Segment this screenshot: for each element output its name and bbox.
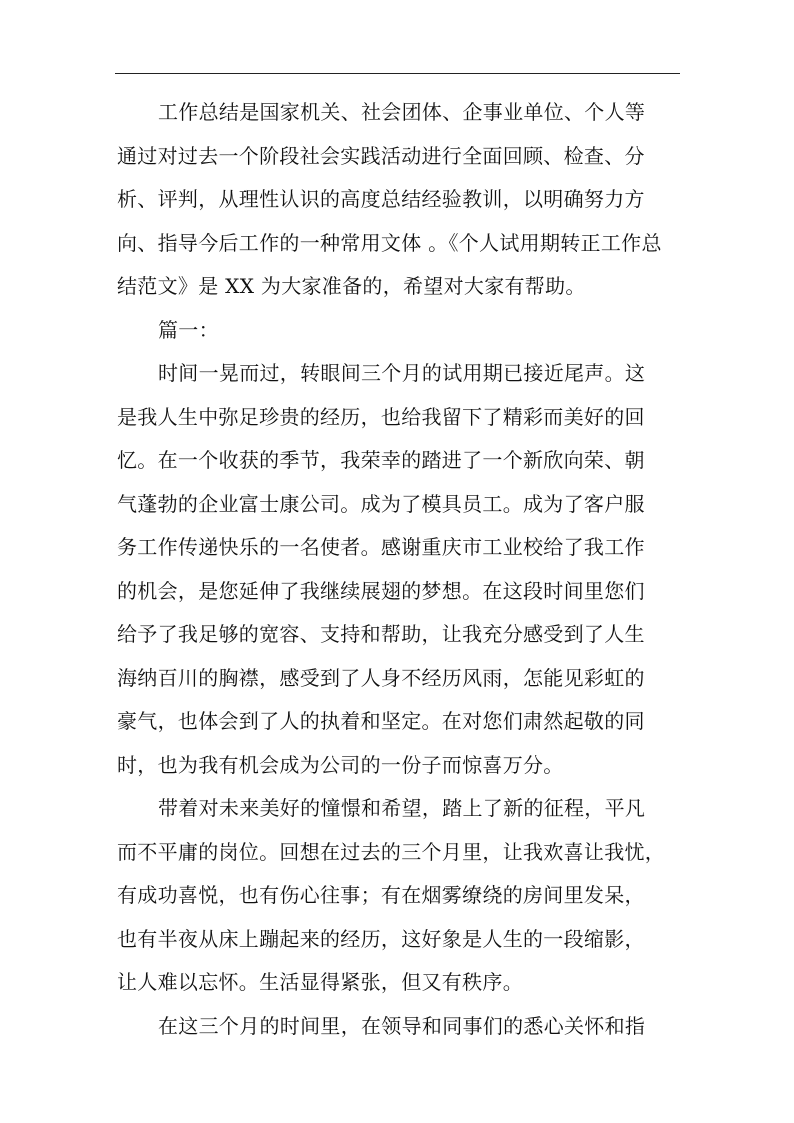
paragraph-1-line-8: 海纳百川的胸襟，感受到了人身不经历风雨，怎能见彩虹的: [117, 665, 645, 690]
paragraph-1-line-7: 给予了我足够的宽容、支持和帮助，让我充分感受到了人生: [117, 622, 645, 646]
paragraph-intro-line-3: 析、评判，从理性认识的高度总结经验教训，以明确努力方: [117, 187, 645, 211]
paragraph-1-line-5: 务工作传递快乐的一名使者。感谢重庆市工业校给了我工作: [117, 535, 645, 559]
paragraph-intro-line-2: 通过对过去一个阶段社会实践活动进行全面回顾、检查、分: [117, 143, 645, 168]
paragraph-1-line-4: 气蓬勃的企业富士康公司。成为了模具员工。成为了客户服: [117, 491, 645, 516]
paragraph-intro-line-5: 结范文》是 XX 为大家准备的，希望对大家有帮助。: [117, 274, 586, 298]
paragraph-2-line-5: 让人难以忘怀。生活显得紧张，但又有秩序。: [117, 970, 523, 994]
paragraph-2-line-3: 有成功喜悦，也有伤心往事；有在烟雾缭绕的房间里发呆，: [117, 883, 645, 907]
paragraph-2-line-4: 也有半夜从床上蹦起来的经历，这好象是人生的一段缩影，: [117, 926, 645, 951]
paragraph-intro-line-1: 工作总结是国家机关、社会团体、企事业单位、个人等: [158, 100, 646, 124]
header-rule: [115, 73, 680, 74]
paragraph-3-line-1: 在这三个月的时间里，在领导和同事们的悉心关怀和指: [158, 1013, 646, 1038]
paragraph-1-line-6: 的机会，是您延伸了我继续展翅的梦想。在这段时间里您们: [117, 578, 645, 603]
paragraph-1-line-10: 时，也为我有机会成为公司的一份子而惊喜万分。: [117, 752, 564, 777]
paragraph-1-line-1: 时间一晃而过，转眼间三个月的试用期已接近尾声。这: [158, 361, 646, 385]
paragraph-intro-line-4: 向、指导今后工作的一种常用文体 。《个人试用期转正工作总: [117, 230, 662, 255]
section-heading: 篇一：: [158, 317, 219, 342]
paragraph-2-line-1: 带着对未来美好的憧憬和希望，踏上了新的征程，平凡: [158, 796, 646, 820]
paragraph-1-line-2: 是我人生中弥足珍贵的经历，也给我留下了精彩而美好的回: [117, 404, 645, 429]
paragraph-1-line-3: 忆。在一个收获的季节，我荣幸的踏进了一个新欣向荣、朝: [117, 448, 645, 472]
paragraph-1-line-9: 豪气，也体会到了人的执着和坚定。在对您们肃然起敬的同: [117, 709, 645, 733]
document-body: [117, 91, 682, 1048]
paragraph-2-line-2: 而不平庸的岗位。回想在过去的三个月里，让我欢喜让我忧，: [117, 839, 666, 864]
